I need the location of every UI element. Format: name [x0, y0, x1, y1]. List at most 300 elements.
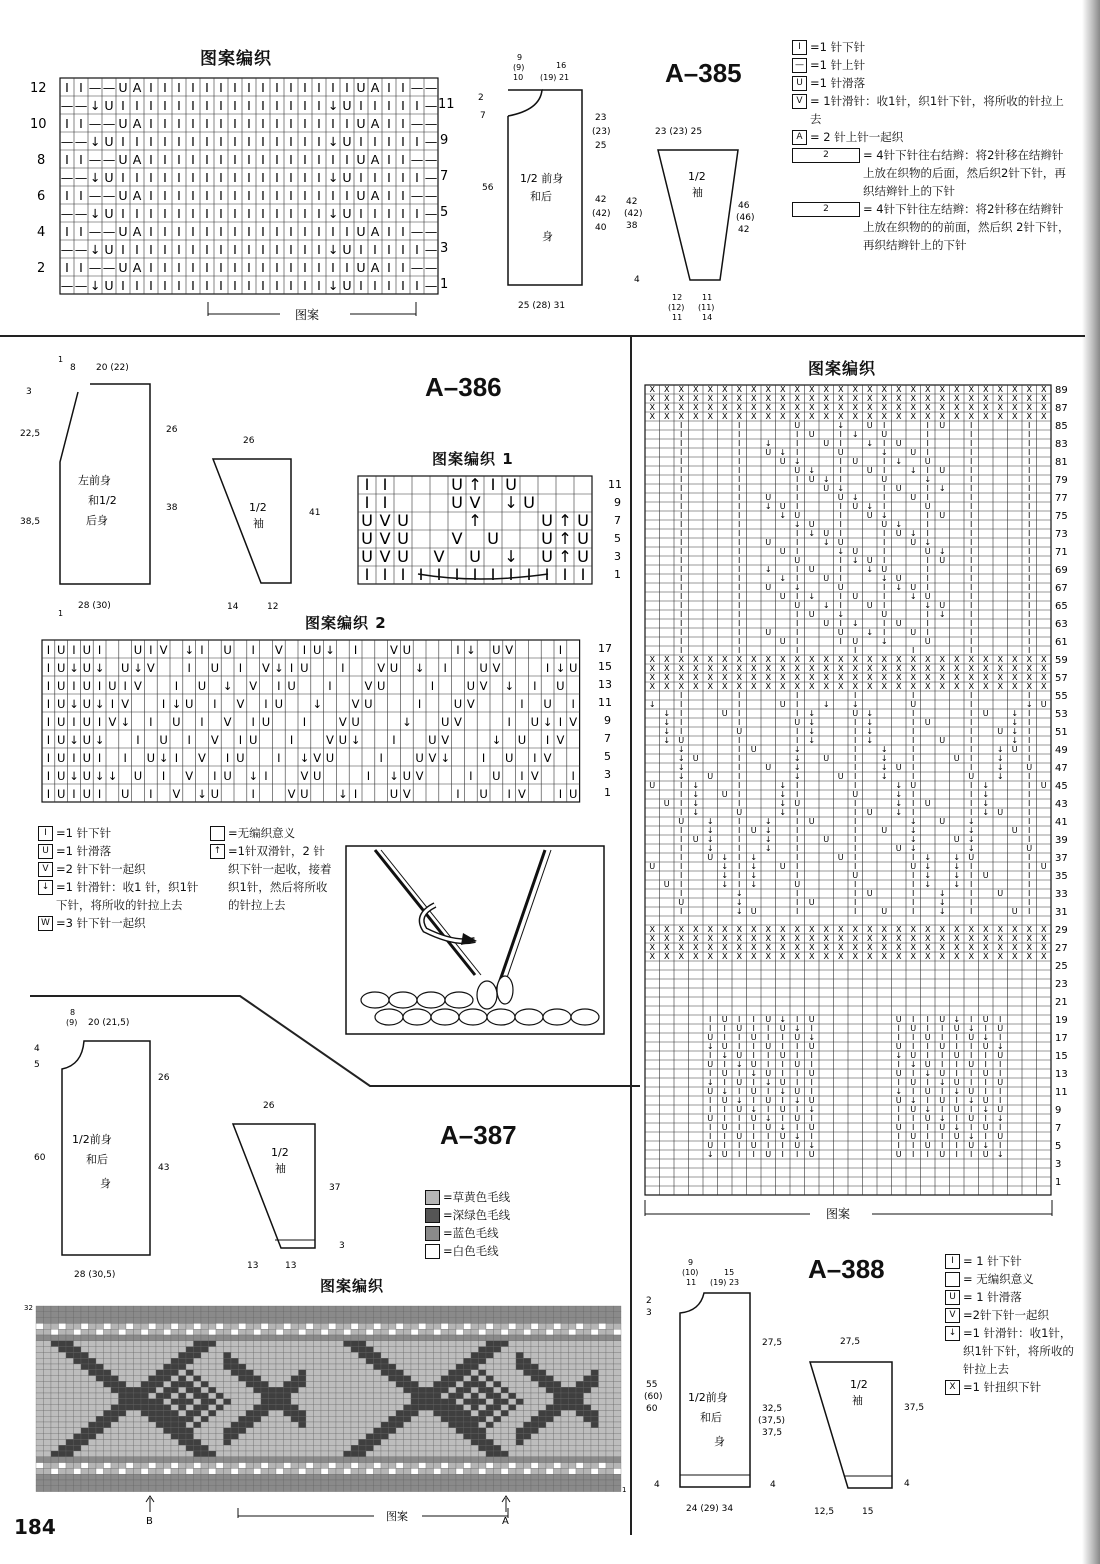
svg-text:I: I — [709, 1014, 712, 1025]
svg-text:U: U — [924, 1032, 931, 1043]
a388-legend-item — [945, 1252, 1075, 1270]
svg-text:I: I — [387, 170, 391, 186]
svg-text:X: X — [1011, 681, 1018, 692]
svg-text:I: I — [796, 843, 799, 854]
svg-text:I: I — [970, 519, 973, 530]
svg-text:I: I — [680, 699, 683, 710]
a386-pattern1-title: 图案编织 1 — [432, 450, 514, 468]
svg-text:I: I — [303, 278, 307, 294]
svg-text:—: — — [74, 206, 88, 222]
svg-text:I: I — [289, 224, 293, 240]
svg-text:I: I — [247, 188, 251, 204]
svg-text:U: U — [997, 1023, 1004, 1034]
svg-text:I: I — [233, 224, 237, 240]
svg-text:X: X — [1011, 411, 1018, 422]
a386-legend-text: =1 针滑针：收1 针，织1针下针，将所收的针拉上去 — [56, 880, 199, 912]
svg-text:A: A — [132, 80, 142, 96]
svg-text:X: X — [997, 942, 1004, 953]
a386-legend-text: =1针双滑针，2 针织下针一起收，接着织1针，然后将所收的针拉上去 — [228, 844, 332, 912]
svg-text:I: I — [401, 134, 405, 150]
right-row-number: 11 — [1055, 1087, 1068, 1098]
svg-text:I: I — [738, 546, 741, 557]
a388-legend-text: = 1 针下针 — [963, 1254, 1022, 1268]
svg-text:I: I — [738, 717, 741, 728]
swatch-white — [425, 1244, 440, 1259]
svg-text:X: X — [1026, 384, 1033, 395]
a385-sleeve-bottom-e: (11) — [698, 303, 715, 312]
svg-text:↓: ↓ — [721, 852, 729, 863]
svg-text:I: I — [839, 573, 842, 584]
svg-text:I: I — [709, 1050, 712, 1061]
svg-text:A: A — [370, 116, 380, 132]
svg-text:I: I — [481, 751, 486, 766]
a386-body-left-b: 38,5 — [20, 517, 41, 527]
svg-text:↓: ↓ — [721, 1050, 729, 1061]
svg-text:U: U — [541, 547, 553, 567]
svg-text:U: U — [210, 661, 220, 676]
svg-text:U: U — [492, 769, 501, 784]
svg-text:I: I — [454, 565, 460, 585]
svg-text:I: I — [883, 618, 886, 629]
svg-text:I: I — [1028, 879, 1031, 890]
svg-text:U: U — [56, 751, 66, 766]
svg-text:X: X — [649, 663, 656, 674]
a386-sleeve-bottom-a: 14 — [227, 602, 239, 612]
svg-text:X: X — [765, 402, 772, 413]
svg-text:I: I — [135, 206, 139, 222]
svg-text:↓: ↓ — [663, 726, 671, 737]
svg-text:I: I — [796, 1149, 799, 1160]
svg-text:I: I — [303, 242, 307, 258]
svg-text:I: I — [177, 116, 181, 132]
a388-sleeve-bottom-b: 15 — [862, 1507, 874, 1517]
svg-text:I: I — [897, 1131, 900, 1142]
svg-text:I: I — [897, 1140, 900, 1151]
svg-text:I: I — [738, 1140, 741, 1151]
svg-text:V: V — [300, 769, 309, 784]
svg-text:I: I — [303, 98, 307, 114]
svg-text:I: I — [289, 170, 293, 186]
a387-sleeve-label2: 袖 — [275, 1162, 286, 1175]
svg-text:I: I — [247, 170, 251, 186]
svg-text:X: X — [663, 402, 670, 413]
a385-body-side-total: 56 — [482, 183, 494, 193]
a388-body-hem: 4 — [654, 1480, 660, 1490]
svg-text:I: I — [1028, 861, 1031, 872]
svg-text:↓: ↓ — [880, 510, 888, 521]
svg-text:I: I — [213, 697, 217, 712]
right-row-number: 1 — [1055, 1177, 1062, 1188]
svg-text:I: I — [767, 1059, 770, 1070]
svg-text:I: I — [970, 456, 973, 467]
svg-text:X: X — [750, 951, 757, 962]
svg-text:—: — — [424, 170, 438, 186]
svg-text:U: U — [852, 789, 859, 800]
svg-text:U: U — [56, 643, 66, 658]
svg-text:↓: ↓ — [808, 1104, 816, 1115]
svg-text:U: U — [118, 224, 128, 240]
svg-text:U: U — [779, 591, 786, 602]
svg-text:I: I — [796, 906, 799, 917]
svg-text:I: I — [883, 555, 886, 566]
svg-text:I: I — [738, 735, 741, 746]
svg-text:U: U — [692, 834, 699, 845]
svg-text:X: X — [779, 951, 786, 962]
svg-text:↓: ↓ — [880, 447, 888, 458]
svg-text:X: X — [1040, 402, 1047, 413]
svg-text:X: X — [852, 393, 859, 404]
svg-text:X: X — [808, 924, 815, 935]
svg-text:V: V — [159, 643, 168, 658]
a385-pattern-title: 图案编织 — [200, 49, 272, 69]
svg-text:I: I — [912, 762, 915, 773]
svg-text:V: V — [390, 643, 398, 658]
svg-text:U: U — [361, 547, 373, 567]
svg-text:X: X — [997, 402, 1004, 413]
svg-text:↓: ↓ — [721, 1086, 729, 1097]
svg-text:↓: ↓ — [793, 771, 801, 782]
svg-text:I: I — [738, 843, 741, 854]
svg-text:I: I — [738, 564, 741, 575]
svg-text:X: X — [953, 933, 960, 944]
svg-text:X: X — [750, 681, 757, 692]
svg-text:I: I — [680, 645, 683, 656]
svg-text:X: X — [895, 681, 902, 692]
svg-text:X: X — [997, 411, 1004, 422]
svg-text:X: X — [823, 942, 830, 953]
svg-text:X: X — [866, 681, 873, 692]
svg-text:X: X — [649, 393, 656, 404]
svg-text:I: I — [883, 483, 886, 494]
a385-body-label2: 和后 — [530, 190, 552, 203]
svg-text:V: V — [379, 511, 391, 531]
svg-text:U: U — [852, 636, 859, 647]
svg-text:I: I — [796, 438, 799, 449]
svg-text:I: I — [233, 80, 237, 96]
a388-body-left-a: 55 — [646, 1380, 658, 1390]
svg-text:X: X — [1011, 384, 1018, 395]
a385-row-11: 11 — [438, 97, 455, 112]
svg-text:U: U — [750, 1113, 757, 1124]
svg-text:U: U — [736, 1050, 743, 1061]
right-row-number: 83 — [1055, 439, 1068, 450]
a386-body-label2: 和1/2 — [88, 494, 117, 507]
svg-text:U: U — [765, 1122, 772, 1133]
svg-text:U: U — [953, 1050, 960, 1061]
svg-text:U: U — [159, 733, 168, 748]
svg-text:↓: ↓ — [764, 834, 772, 845]
svg-text:X: X — [663, 654, 670, 665]
svg-text:X: X — [794, 672, 801, 683]
svg-text:U: U — [479, 661, 488, 676]
svg-text:U: U — [118, 80, 128, 96]
svg-text:X: X — [895, 384, 902, 395]
svg-text:I: I — [912, 726, 915, 737]
right-row-number: 47 — [1055, 763, 1068, 774]
svg-text:U: U — [707, 852, 714, 863]
svg-text:↓: ↓ — [793, 753, 801, 764]
svg-text:I: I — [331, 80, 335, 96]
svg-text:I: I — [149, 242, 153, 258]
svg-text:I: I — [1028, 636, 1031, 647]
svg-text:U: U — [342, 278, 352, 294]
svg-text:↓: ↓ — [895, 807, 903, 818]
right-row-number: 15 — [1055, 1051, 1068, 1062]
svg-text:↓: ↓ — [89, 170, 101, 186]
svg-text:I: I — [926, 1122, 929, 1133]
svg-text:I: I — [149, 134, 153, 150]
svg-text:U: U — [721, 1149, 728, 1160]
a386-legend-text: =1 针下针 — [56, 826, 112, 840]
svg-text:I: I — [247, 224, 251, 240]
svg-text:X: X — [649, 654, 656, 665]
svg-text:U: U — [120, 661, 130, 676]
svg-text:I: I — [999, 1014, 1002, 1025]
svg-text:I: I — [738, 636, 741, 647]
svg-text:↓: ↓ — [895, 789, 903, 800]
svg-text:U: U — [968, 1086, 975, 1097]
svg-text:I: I — [970, 699, 973, 710]
svg-text:X: X — [982, 951, 989, 962]
svg-text:I: I — [810, 1059, 813, 1070]
svg-text:X: X — [808, 654, 815, 665]
svg-text:↓: ↓ — [837, 483, 845, 494]
svg-text:↓: ↓ — [750, 879, 758, 890]
svg-text:X: X — [1026, 942, 1033, 953]
svg-text:↓: ↓ — [895, 1086, 903, 1097]
svg-text:I: I — [359, 98, 363, 114]
svg-text:I: I — [680, 852, 683, 863]
svg-text:I: I — [247, 242, 251, 258]
svg-text:U: U — [543, 697, 552, 712]
svg-text:X: X — [939, 672, 946, 683]
svg-text:↓: ↓ — [967, 834, 975, 845]
svg-text:U: U — [982, 1014, 989, 1025]
svg-text:I: I — [135, 242, 139, 258]
svg-text:I: I — [191, 152, 195, 168]
svg-text:I: I — [247, 116, 251, 132]
svg-text:X: X — [953, 681, 960, 692]
svg-text:U: U — [823, 528, 830, 539]
svg-text:I: I — [839, 465, 842, 476]
svg-text:I: I — [233, 278, 237, 294]
svg-text:I: I — [738, 870, 741, 881]
svg-text:X: X — [692, 924, 699, 935]
a385-body-right-d: 42 — [595, 195, 607, 205]
svg-text:↓: ↓ — [69, 661, 79, 676]
right-row-number: 89 — [1055, 385, 1068, 396]
svg-text:U: U — [765, 492, 772, 503]
a385-sleeve-label1: 1/2 — [688, 170, 706, 183]
svg-text:U: U — [866, 807, 873, 818]
svg-text:X: X — [895, 654, 902, 665]
a386-legend-right — [210, 824, 335, 914]
svg-text:↓: ↓ — [779, 447, 787, 458]
svg-text:X: X — [1011, 672, 1018, 683]
svg-text:I: I — [854, 852, 857, 863]
svg-text:I: I — [345, 260, 349, 276]
svg-text:X: X — [721, 393, 728, 404]
svg-text:I: I — [1028, 870, 1031, 881]
svg-text:I: I — [205, 98, 209, 114]
svg-text:U: U — [721, 789, 728, 800]
svg-text:—: — — [88, 224, 102, 240]
svg-text:U: U — [924, 1086, 931, 1097]
svg-text:U: U — [721, 1014, 728, 1025]
svg-text:X: X — [982, 942, 989, 953]
svg-text:I: I — [839, 618, 842, 629]
svg-text:X: X — [866, 951, 873, 962]
a386-body-top-a: 1 — [58, 355, 64, 364]
svg-text:↓: ↓ — [706, 1077, 714, 1088]
svg-text:U: U — [910, 447, 917, 458]
svg-text:I: I — [177, 152, 181, 168]
a385-row-12: 12 — [30, 81, 47, 96]
a385-sleeve-left-c: 38 — [626, 221, 638, 231]
svg-text:U: U — [823, 618, 830, 629]
a388-body-right-d: 37,5 — [762, 1428, 783, 1438]
svg-text:↓: ↓ — [735, 906, 743, 917]
svg-text:X: X — [910, 924, 917, 935]
a386-body-label3: 后身 — [86, 514, 108, 527]
svg-text:X: X — [750, 663, 757, 674]
svg-text:I: I — [738, 816, 741, 827]
svg-text:I: I — [177, 278, 181, 294]
a387-colorwork-chart — [22, 1300, 632, 1530]
svg-text:I: I — [970, 735, 973, 746]
svg-text:X: X — [765, 393, 772, 404]
svg-text:I: I — [121, 242, 125, 258]
svg-text:I: I — [796, 1104, 799, 1115]
svg-text:↓: ↓ — [69, 697, 79, 712]
svg-text:U: U — [794, 879, 801, 890]
svg-text:I: I — [854, 861, 857, 872]
svg-text:I: I — [123, 679, 127, 694]
svg-text:I: I — [135, 98, 139, 114]
svg-text:I: I — [738, 456, 741, 467]
svg-text:I: I — [430, 679, 435, 694]
svg-text:I: I — [331, 260, 335, 276]
svg-text:↓: ↓ — [327, 242, 339, 258]
svg-text:U: U — [794, 717, 801, 728]
svg-text:X: X — [794, 942, 801, 953]
svg-text:X: X — [750, 924, 757, 935]
svg-text:X: X — [779, 924, 786, 935]
svg-text:I: I — [955, 1140, 958, 1151]
color-key-text: =蓝色毛线 — [443, 1226, 499, 1240]
svg-text:U: U — [146, 751, 156, 766]
svg-text:U: U — [356, 260, 366, 276]
svg-text:↓: ↓ — [909, 843, 917, 854]
svg-text:I: I — [970, 1077, 973, 1088]
right-row-number: 57 — [1055, 673, 1068, 684]
svg-text:V: V — [287, 787, 296, 802]
a385-sleeve-bottom-f: 14 — [702, 313, 713, 322]
svg-text:X: X — [765, 942, 772, 953]
svg-text:X: X — [750, 384, 757, 395]
svg-text:U: U — [953, 753, 960, 764]
a385-legend-item — [792, 38, 1074, 56]
svg-text:I: I — [738, 744, 741, 755]
a386-code: A–386 — [425, 372, 502, 402]
svg-text:U: U — [1040, 780, 1047, 791]
svg-text:X: X — [678, 672, 685, 683]
svg-text:I: I — [219, 278, 223, 294]
svg-text:X: X — [968, 681, 975, 692]
svg-text:↓: ↓ — [909, 825, 917, 836]
svg-text:U: U — [120, 787, 130, 802]
svg-text:I: I — [926, 582, 929, 593]
svg-text:↓: ↓ — [793, 1023, 801, 1034]
svg-text:I: I — [177, 170, 181, 186]
svg-text:U: U — [440, 715, 450, 730]
svg-text:I: I — [839, 636, 842, 647]
svg-text:X: X — [1026, 411, 1033, 422]
svg-text:I: I — [177, 242, 181, 258]
svg-text:V: V — [379, 547, 391, 567]
svg-text:I: I — [752, 1149, 755, 1160]
svg-text:U: U — [997, 1131, 1004, 1142]
svg-text:I: I — [219, 98, 223, 114]
svg-text:I: I — [926, 1131, 929, 1142]
svg-text:I: I — [545, 733, 550, 748]
svg-text:↓: ↓ — [706, 1041, 714, 1052]
svg-text:X: X — [707, 672, 714, 683]
svg-text:I: I — [97, 679, 102, 694]
svg-text:U: U — [707, 1086, 714, 1097]
svg-text:I: I — [926, 1050, 929, 1061]
svg-text:I: I — [897, 1113, 900, 1124]
svg-text:U: U — [118, 116, 128, 132]
svg-text:X: X — [808, 933, 815, 944]
svg-text:U: U — [678, 816, 685, 827]
svg-text:I: I — [680, 888, 683, 899]
svg-text:I: I — [926, 573, 929, 584]
svg-text:U: U — [104, 170, 114, 186]
svg-text:I: I — [883, 582, 886, 593]
svg-text:X: X — [1026, 933, 1033, 944]
svg-text:U: U — [56, 679, 66, 694]
svg-text:I: I — [65, 116, 69, 132]
svg-text:X: X — [1040, 384, 1047, 395]
a388-code: A–388 — [808, 1254, 885, 1284]
svg-text:X: X — [721, 384, 728, 395]
svg-text:I: I — [984, 1086, 987, 1097]
svg-text:↓: ↓ — [808, 708, 816, 719]
a385-sleeve-left-a: 42 — [626, 197, 638, 207]
svg-text:I: I — [135, 134, 139, 150]
a388-sleeve-top: 27,5 — [840, 1337, 861, 1347]
svg-text:I: I — [1028, 546, 1031, 557]
svg-text:↓: ↓ — [663, 735, 671, 746]
svg-text:—: — — [60, 170, 74, 186]
a387-body-label1: 1/2前身 — [72, 1133, 112, 1146]
svg-text:I: I — [941, 1140, 944, 1151]
svg-text:I: I — [970, 870, 973, 881]
svg-text:I: I — [810, 1023, 813, 1034]
a388-legend-text: = 1 针滑落 — [963, 1290, 1022, 1304]
svg-text:X: X — [910, 933, 917, 944]
svg-text:U: U — [837, 537, 844, 548]
svg-text:U: U — [968, 771, 975, 782]
svg-text:U: U — [342, 170, 352, 186]
svg-text:X: X — [692, 402, 699, 413]
svg-text:↓: ↓ — [677, 762, 685, 773]
svg-text:U: U — [56, 715, 66, 730]
svg-text:X: X — [924, 942, 931, 953]
svg-text:I: I — [328, 679, 332, 694]
symbol-icon: W — [38, 916, 53, 931]
